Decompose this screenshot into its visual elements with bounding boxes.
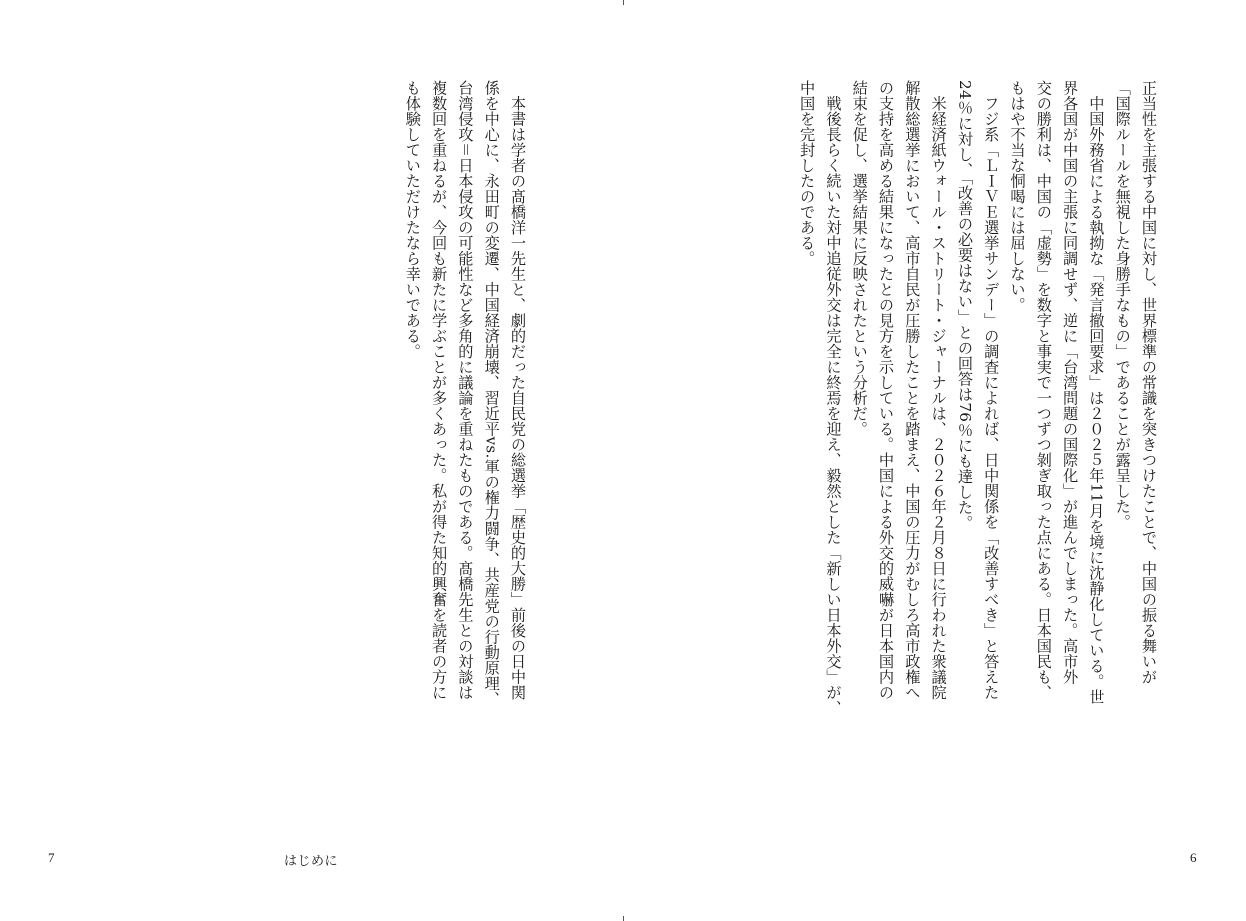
left-page-body-text: 本書は学者の髙橋洋一先生と、劇的だった自民党の総選挙「歴史的大勝」前後の日中関 係を中心に、永田町の変遷、中国経済崩壊、習近平vs.軍の権力闘争、共産党の行動原理、 台湾侵攻＝日本侵攻の可能性など多角的に議論を重ねたものである。髙橋先生との対談は 複数回を重ねるが、今回も新たに学ぶことが多くあった。私が得た知的興奮を読者の方に も体験していただけたなら幸いである。 bbox=[403, 80, 527, 707]
left-page-number: 7 bbox=[48, 850, 55, 865]
right-page-body-text: 正当性を主張する中国に対し、世界標準の常識を突きつけたことで、中国の振る舞いが 「国際ルールを無視した身勝手なもの」であることが露呈した。 中国外務省による執拗な「発言撤回要求」は２０２５年11月を境に沈静化している。世 界各国が中国の主張に同調せず、逆に「台湾問題の国際化」が進んでしまった。高市外 交の勝利は、中国の「虚勢」を数字と事実で一つずつ剝ぎ取った点にある。日本国民も、 もはや不当な恫喝には屈しない。 フジ系「ＬＩＶＥ選挙サンデー」の調査によれば、日中関係を「改善すべき」と答えた 24％に対し、「改善の必要はない」との回答は76％にも達した。 米経済紙ウォール・ストリート・ジャーナルは、２０２６年２月８日に行われた衆議院 解散総選挙において、高市自民が圧勝したことを踏まえ、中国の圧力がむしろ高市政権へ の支持を高める結果になったとの見方を示している。中国による外交的威嚇が日本国内の 結束を促し、選挙結果に反映されたという分析だ。 戦後長らく続いた対中追従外交は完全に終焉を迎え、毅然とした「新しい日本外交」が、 中国を完封したのである。 bbox=[798, 80, 1158, 716]
crop-mark-top bbox=[623, 0, 624, 5]
right-page-number: 6 bbox=[1190, 850, 1197, 865]
running-head: はじめに bbox=[284, 854, 339, 869]
crop-mark-bottom bbox=[623, 916, 624, 921]
